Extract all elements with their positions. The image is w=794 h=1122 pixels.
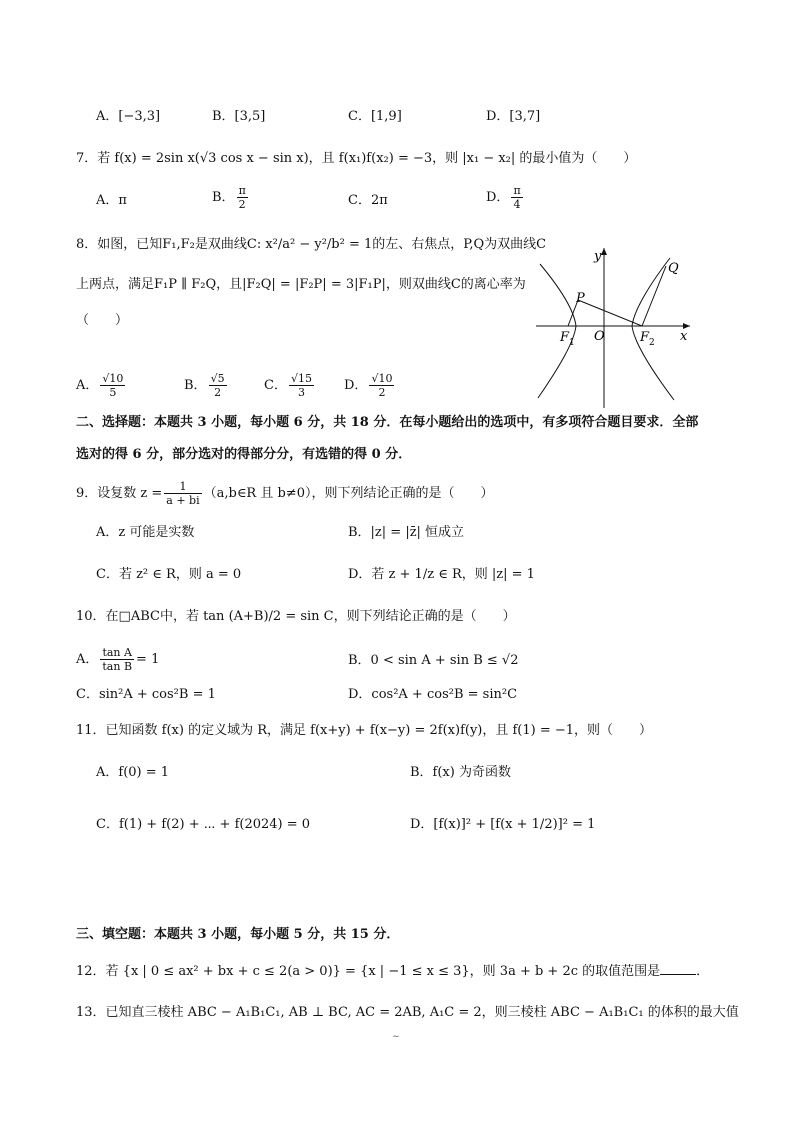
q10-stem: 10．在□ABC中，若 tan (A+B)/2 = sin C，则下列结论正确的是（ ） — [76, 609, 516, 624]
q8-option-d-den: 2 — [378, 386, 386, 399]
q10-option-a-num: tan A — [100, 646, 134, 660]
q8-option-c-den: 3 — [297, 386, 305, 399]
label-f2 — [639, 330, 655, 348]
hyperbola-figure — [530, 240, 700, 410]
q10-option-a-label: A． — [76, 652, 99, 667]
q7-option-a-value: π — [118, 193, 127, 208]
label-f2-letter: F — [640, 330, 650, 345]
q11-option-d: D．[f(x)]² + [f(x + 1/2)]² = 1 — [410, 817, 596, 832]
q10-option-c: C．sin²A + cos²B = 1 — [76, 687, 216, 702]
q8-option-d-fraction — [369, 372, 394, 399]
section3-title: 三、填空题：本题共 3 小题，每小题 5 分，共 15 分． — [76, 927, 400, 942]
q7-option-b-fraction — [237, 184, 248, 211]
q7-option-d — [486, 184, 525, 211]
section2-title-line1: 二、选择题：本题共 3 小题，每小题 6 分，共 18 分．在每小题给出的选项中，有多项符合题目要求．全部 — [76, 415, 699, 430]
q7-option-c-label: C． — [348, 193, 371, 208]
q8-option-c-num: √15 — [290, 372, 312, 385]
y-axis-arrow — [601, 248, 607, 255]
q7-option-a-label: A． — [96, 193, 119, 208]
q8-option-b — [184, 372, 229, 399]
label-f2-subscript: 2 — [649, 338, 655, 348]
label-y: y — [594, 249, 602, 264]
q12-stem: 12．若 {x | 0 ≤ ax² + bx + c ≤ 2(a > 0)} = {x | −1 ≤ x ≤ 3}，则 3a + b + 2c 的取值范围是 — [76, 964, 661, 979]
q9-option-c: C．若 z² ∈ R，则 a = 0 — [96, 567, 242, 582]
label-f1-letter: F — [560, 330, 570, 345]
q6-option-d: D．[3,7] — [486, 109, 541, 124]
q9-option-b: B．|z| = |z̄| 恒成立 — [348, 525, 465, 540]
label-f1-subscript: 1 — [569, 338, 575, 348]
q9-option-d: D．若 z + 1/z ∈ R，则 |z| = 1 — [348, 567, 535, 582]
q7-option-a — [96, 192, 127, 210]
q7-option-d-num: π — [513, 184, 521, 197]
segment-f2-q — [642, 266, 666, 326]
hyperbola-left-branch — [538, 264, 576, 398]
q8-option-a-fraction — [100, 372, 125, 399]
q7-option-c — [348, 192, 388, 210]
q9-stem-pre: 9．设复数 z = — [76, 486, 163, 501]
q8-stem-line2: 上两点，满足F₁P ∥ F₂Q，且|F₂Q| = |F₂P| = 3|F₁P|，则双曲线C的离心率为 — [76, 277, 526, 292]
q10-option-b: B．0 < sin A + sin B ≤ √2 — [348, 653, 519, 668]
q7-option-d-den: 4 — [513, 198, 521, 211]
label-o: O — [594, 329, 605, 344]
label-x: x — [680, 329, 688, 344]
q8-option-b-den: 2 — [214, 386, 222, 399]
q10-option-a-den: tan B — [102, 660, 133, 673]
q8-option-b-fraction — [209, 372, 227, 399]
label-p: P — [576, 291, 585, 306]
q9-fraction-num: 1 — [164, 480, 201, 494]
q12-tail: ． — [696, 964, 710, 979]
q7-option-d-fraction — [511, 184, 522, 211]
label-f1 — [559, 330, 575, 348]
q8-option-b-num: √5 — [210, 372, 225, 385]
q8-option-b-label: B． — [184, 378, 207, 393]
q11-option-b: B．f(x) 为奇函数 — [410, 765, 511, 780]
q11-option-c: C．f(1) + f(2) + ⋯ + f(2024) = 0 — [96, 817, 311, 832]
q11-option-a: A．f(0) = 1 — [96, 765, 170, 780]
q10-option-a — [76, 646, 159, 673]
q9-fraction-den: a + bi — [166, 494, 200, 507]
q8-option-a-den: 5 — [109, 386, 117, 399]
q7-option-d-label: D． — [486, 190, 510, 205]
q9-fraction — [164, 480, 201, 507]
q12-stem-line — [76, 962, 709, 981]
q12-answer-blank[interactable] — [660, 962, 696, 975]
q6-option-b: B．[3,5] — [212, 109, 266, 124]
q10-option-a-post: = 1 — [136, 652, 160, 667]
q13-stem: 13．已知直三棱柱 ABC − A₁B₁C₁, AB ⊥ BC, AC = 2AB, A₁C = 2，则三棱柱 ABC − A₁B₁C₁ 的体积的最大值 — [76, 1005, 739, 1020]
footer-mark: ~ — [392, 1032, 400, 1042]
q8-option-d-label: D． — [344, 378, 368, 393]
q8-option-c — [264, 372, 316, 399]
q8-option-d — [344, 372, 396, 399]
q8-stem-line1: 8．如图，已知F₁,F₂是双曲线C: x²/a² − y²/b² = 1的左、右焦点，P,Q为双曲线C — [76, 237, 547, 252]
q8-option-d-num: √10 — [371, 372, 393, 385]
q8-stem-line3: （ ） — [76, 313, 129, 328]
q10-option-d: D．cos²A + cos²B = sin²C — [348, 687, 518, 702]
label-q: Q — [668, 261, 679, 276]
section2-title-line2: 选对的得 6 分，部分选对的得部分分，有选错的得 0 分． — [76, 447, 412, 462]
q8-option-a-label: A． — [76, 378, 99, 393]
q7-option-b-den: 2 — [238, 198, 246, 211]
q9-stem — [76, 480, 493, 507]
q7-option-b-num: π — [238, 184, 246, 197]
q6-option-a: A．[−3,3] — [96, 109, 161, 124]
q8-option-c-fraction — [289, 372, 314, 399]
hyperbola-right-branch — [632, 258, 674, 400]
q11-stem: 11．已知函数 f(x) 的定义域为 R，满足 f(x+y) + f(x−y) = 2f(x)f(y)，且 f(1) = −1，则（ ） — [76, 723, 653, 738]
q9-option-a: A．z 可能是实数 — [96, 525, 195, 540]
q10-option-a-fraction — [100, 646, 134, 673]
q9-stem-post: （a,b∈R 且 b≠0），则下列结论正确的是（ ） — [203, 486, 494, 501]
q7-option-b-label: B． — [212, 190, 235, 205]
q6-option-c: C．[1,9] — [348, 109, 402, 124]
q7-stem: 7．若 f(x) = 2sin x(√3 cos x − sin x)，且 f(x₁)f(x₂) = −3，则 |x₁ − x₂| 的最小值为（ ） — [76, 151, 637, 166]
q7-option-c-value: 2π — [370, 193, 388, 208]
segment-p-f2 — [578, 300, 642, 326]
q8-option-a-num: √10 — [102, 372, 124, 385]
q8-option-c-label: C． — [264, 378, 287, 393]
q8-option-a — [76, 372, 127, 399]
q7-option-b — [212, 184, 250, 211]
